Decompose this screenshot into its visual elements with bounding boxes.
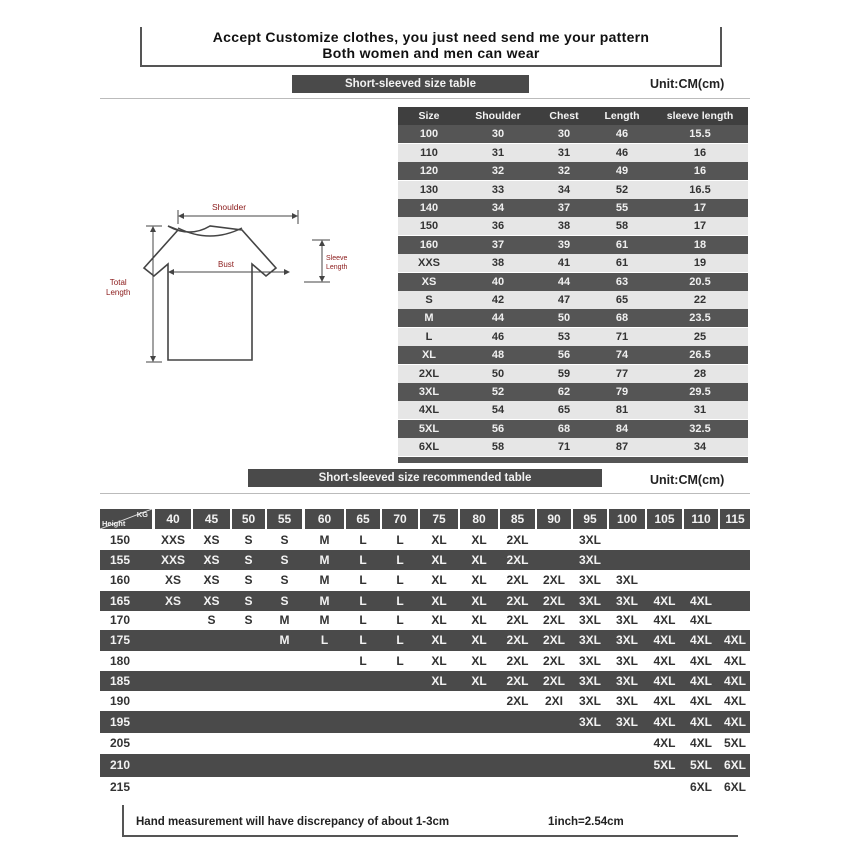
table-cell: 16 xyxy=(693,165,707,178)
size-cell: XXS xyxy=(160,553,185,567)
size-cell: 3XL xyxy=(615,654,638,668)
header-line-1: Accept Customize clothes, you just need send me your pattern xyxy=(212,29,650,45)
table-row xyxy=(100,630,750,651)
size-cell: 6XL xyxy=(723,758,746,772)
weight-header-cell: 40 xyxy=(155,509,191,529)
size-cell: 3XL xyxy=(578,674,601,688)
table-cell: 140 xyxy=(419,202,439,214)
height-cell: 185 xyxy=(109,674,131,688)
size-cell: XL xyxy=(431,573,447,587)
size-cell: 2XL xyxy=(542,633,565,647)
size-cell: 3XL xyxy=(578,654,601,668)
size-cell: M xyxy=(319,533,330,547)
table-cell: 33 xyxy=(491,183,505,196)
table-cell: 47 xyxy=(557,294,571,306)
size-cell: 4XL xyxy=(723,715,746,729)
table-cell: 65 xyxy=(557,404,571,417)
size-cell: XL xyxy=(431,674,447,688)
weight-header-cell: 95 xyxy=(573,509,607,529)
size-cell: 3XL xyxy=(578,694,601,708)
table-cell: 16 xyxy=(693,146,707,159)
table-row xyxy=(398,365,748,383)
table-cell: 6XL xyxy=(418,441,440,454)
size-cell: 4XL xyxy=(689,736,712,750)
size-cell: 3XL xyxy=(578,633,601,647)
size-cell: L xyxy=(359,573,367,587)
table-cell: 39 xyxy=(557,238,571,251)
height-cell: 215 xyxy=(109,780,131,794)
table-cell: 160 xyxy=(419,238,439,251)
height-cell: 170 xyxy=(109,613,131,627)
size-cell: M xyxy=(319,594,330,608)
size-cell: 4XL xyxy=(653,654,676,668)
height-cell: 160 xyxy=(109,573,131,587)
table-row xyxy=(100,691,750,711)
total-label-line-2: Length xyxy=(106,288,131,297)
table-cell: 46 xyxy=(615,146,629,159)
size-cell: M xyxy=(279,633,290,647)
size-cell: S xyxy=(244,553,253,567)
height-cell: 190 xyxy=(109,694,131,708)
size-cell: 4XL xyxy=(653,674,676,688)
table-footer-bar xyxy=(398,457,748,463)
inch-conversion: 1inch=2.54cm xyxy=(548,816,624,828)
recommend-table-unit: Unit:CM(cm) xyxy=(650,473,725,487)
size-cell: L xyxy=(396,573,404,587)
table-cell: 65 xyxy=(615,294,629,306)
size-cell: XS xyxy=(203,533,220,547)
table-row xyxy=(100,754,750,777)
table-cell: 48 xyxy=(491,349,505,362)
height-label: Height xyxy=(102,519,126,528)
table-cell: 15.5 xyxy=(689,128,711,141)
table-cell: 32 xyxy=(491,165,505,178)
table-row xyxy=(100,591,750,611)
table-cell: 18 xyxy=(693,238,707,251)
size-cell: M xyxy=(319,573,330,587)
size-cell: XL xyxy=(431,533,447,547)
size-cell: 2XL xyxy=(542,594,565,608)
size-cell: 3XL xyxy=(615,594,638,608)
height-cell: 175 xyxy=(109,633,131,647)
table-cell: sleeve length xyxy=(666,110,734,122)
table-cell: 31 xyxy=(693,404,707,417)
size-cell: 2XL xyxy=(542,573,565,587)
weight-header-cell: 75 xyxy=(420,509,458,529)
weight-header-cell: 105 xyxy=(647,509,682,529)
size-cell: 4XL xyxy=(723,654,746,668)
size-cell: L xyxy=(359,613,367,627)
table-row xyxy=(100,550,750,570)
weight-header-cell: 60 xyxy=(305,509,344,529)
table-cell: 40 xyxy=(491,275,505,288)
size-cell: L xyxy=(359,594,367,608)
table-cell: 19 xyxy=(693,257,707,270)
size-cell: 5XL xyxy=(723,736,746,750)
table-cell: 23.5 xyxy=(689,312,711,325)
size-cell: 4XL xyxy=(653,715,676,729)
size-cell: L xyxy=(396,654,404,668)
table-cell: 38 xyxy=(557,220,571,233)
size-cell: L xyxy=(396,613,404,627)
size-cell: XL xyxy=(471,674,487,688)
size-cell: L xyxy=(359,654,367,668)
weight-header-cell: 80 xyxy=(460,509,498,529)
table-cell: 34 xyxy=(557,183,571,196)
table-row xyxy=(398,199,748,217)
size-cell: XL xyxy=(431,633,447,647)
size-cell: 4XL xyxy=(723,633,746,647)
kg-label: KG xyxy=(136,510,148,519)
bust-label: Bust xyxy=(218,260,235,269)
height-cell: 195 xyxy=(109,715,131,729)
table-cell: 30 xyxy=(491,128,505,141)
table-cell: 63 xyxy=(615,275,629,288)
size-cell: 2XL xyxy=(542,654,565,668)
size-cell: S xyxy=(280,594,289,608)
size-cell: S xyxy=(280,573,289,587)
weight-header-cell: 55 xyxy=(267,509,302,529)
table-cell: 2XL xyxy=(418,367,440,380)
table-cell: 56 xyxy=(491,422,505,435)
size-cell: L xyxy=(359,633,367,647)
table-row xyxy=(398,401,748,419)
total-label-line-1: Total xyxy=(109,278,127,287)
table-cell: 34 xyxy=(693,441,707,454)
size-cell: XL xyxy=(431,594,447,608)
table-cell: 120 xyxy=(419,165,439,178)
size-cell: S xyxy=(244,573,253,587)
size-cell: L xyxy=(396,594,404,608)
size-cell: 4XL xyxy=(723,694,746,708)
weight-header-cell: 70 xyxy=(382,509,418,529)
size-cell: XL xyxy=(431,613,447,627)
table-cell: 100 xyxy=(419,128,439,141)
table-cell: 58 xyxy=(615,220,629,233)
table-cell: 52 xyxy=(615,183,629,196)
size-cell: M xyxy=(319,553,330,567)
table-cell: 61 xyxy=(615,257,629,270)
size-cell: S xyxy=(244,533,253,547)
table-cell: 37 xyxy=(491,238,505,251)
size-cell: 4XL xyxy=(689,594,712,608)
table-cell: 17 xyxy=(693,202,707,214)
header-line-2: Both women and men can wear xyxy=(322,45,540,61)
size-cell: 2XL xyxy=(506,633,529,647)
table-cell: 68 xyxy=(615,312,629,325)
measurement-note: Hand measurement will have discrepancy of about 1-3cm xyxy=(136,816,450,828)
table-cell: M xyxy=(424,312,434,325)
size-cell: XS xyxy=(203,573,220,587)
table-cell: 77 xyxy=(615,367,629,380)
size-cell: 4XL xyxy=(653,594,676,608)
table-row xyxy=(100,611,750,630)
size-cell: 4XL xyxy=(653,633,676,647)
table-cell: 110 xyxy=(420,146,438,159)
size-cell: L xyxy=(396,553,404,567)
table-cell: S xyxy=(425,294,433,306)
table-cell: 44 xyxy=(491,312,505,325)
size-cell: M xyxy=(279,613,290,627)
table-cell: 41 xyxy=(557,257,571,270)
size-cell: S xyxy=(244,613,253,627)
sleeve-length-label xyxy=(326,254,347,272)
size-cell: 3XL xyxy=(578,533,601,547)
size-cell: 2XL xyxy=(506,694,529,708)
table-row xyxy=(398,291,748,309)
table-row xyxy=(398,254,748,272)
table-cell: 16.5 xyxy=(689,183,711,196)
size-cell: 4XL xyxy=(653,613,676,627)
table-cell: 42 xyxy=(491,294,505,306)
height-cell: 180 xyxy=(109,654,131,668)
size-cell: 4XL xyxy=(653,694,676,708)
size-cell: L xyxy=(320,633,329,647)
height-cell: 150 xyxy=(109,533,131,547)
table-cell: 50 xyxy=(557,312,571,325)
table-cell: 3XL xyxy=(418,386,440,398)
size-cell: 5XL xyxy=(653,758,676,772)
table-cell: 46 xyxy=(615,128,629,141)
size-cell: 3XL xyxy=(578,715,601,729)
table-cell: 59 xyxy=(557,367,571,380)
table-cell: 58 xyxy=(491,441,505,454)
size-cell: 2XL xyxy=(506,594,529,608)
table-cell: 50 xyxy=(491,367,505,380)
weight-header-cell: 100 xyxy=(609,509,645,529)
table-row xyxy=(100,777,750,797)
table-cell: 29.5 xyxy=(689,386,711,398)
table-cell: Length xyxy=(604,110,640,122)
table-cell: XS xyxy=(421,275,437,288)
table-cell: 30 xyxy=(557,128,571,141)
table-row xyxy=(398,162,748,180)
height-cell: 205 xyxy=(109,736,131,750)
table-cell: 32 xyxy=(557,165,571,178)
size-cell: 4XL xyxy=(723,674,746,688)
size-cell: 4XL xyxy=(653,736,676,750)
size-cell: 2XL xyxy=(506,553,529,567)
table-row xyxy=(398,125,748,143)
size-cell: L xyxy=(396,533,404,547)
size-cell: 2XL xyxy=(506,674,529,688)
table-cell: 87 xyxy=(615,441,629,454)
table-cell: 17 xyxy=(693,220,707,233)
size-cell: 3XL xyxy=(578,573,601,587)
divider xyxy=(100,98,750,99)
weight-header-cell: 45 xyxy=(193,509,230,529)
table-cell: 84 xyxy=(615,422,629,435)
table-cell: 74 xyxy=(615,349,629,362)
size-cell: XL xyxy=(471,613,487,627)
table-row xyxy=(398,420,748,438)
size-table-title: Short-sleeved size table xyxy=(292,75,529,93)
size-cell: S xyxy=(207,613,216,627)
sleeve-label-line-2: Length xyxy=(326,264,348,271)
size-cell: XS xyxy=(164,594,181,608)
table-cell: 37 xyxy=(557,202,571,214)
table-row xyxy=(398,144,748,162)
table-cell: 28 xyxy=(693,367,707,380)
table-cell: 130 xyxy=(419,183,439,196)
size-cell: L xyxy=(359,533,367,547)
size-cell: 3XL xyxy=(578,594,601,608)
size-cell: 2XL xyxy=(542,613,565,627)
size-cell: 4XL xyxy=(689,654,712,668)
table-cell: 5XL xyxy=(418,422,440,435)
size-cell: S xyxy=(244,594,253,608)
shoulder-label: Shoulder xyxy=(212,202,247,212)
table-cell: 46 xyxy=(491,330,505,343)
height-cell: 165 xyxy=(109,594,131,608)
size-cell: 2XL xyxy=(506,573,529,587)
weight-header-cell: 85 xyxy=(500,509,535,529)
table-cell: 31 xyxy=(557,146,571,159)
height-cell: 210 xyxy=(109,758,131,772)
size-cell: XS xyxy=(203,594,220,608)
table-row xyxy=(398,309,748,327)
size-cell: 4XL xyxy=(689,674,712,688)
size-cell: 4XL xyxy=(689,613,712,627)
table-cell: 54 xyxy=(491,404,505,417)
table-cell: L xyxy=(425,330,433,343)
size-cell: 3XL xyxy=(615,613,638,627)
size-cell: 3XL xyxy=(615,715,638,729)
size-cell: XL xyxy=(471,594,487,608)
table-header-row xyxy=(398,107,748,125)
table-cell: 62 xyxy=(557,386,571,398)
table-row xyxy=(100,530,750,550)
size-table-unit: Unit:CM(cm) xyxy=(650,77,725,91)
size-cell: 3XL xyxy=(615,573,638,587)
size-cell: XS xyxy=(164,573,181,587)
size-cell: 6XL xyxy=(689,780,712,794)
table-cell: 68 xyxy=(557,422,571,435)
table-cell: Chest xyxy=(549,110,579,122)
sleeve-label-line-1: Sleeve xyxy=(326,255,348,262)
size-cell: 3XL xyxy=(578,553,601,567)
size-cell: XXS xyxy=(160,533,185,547)
table-row xyxy=(398,217,748,235)
size-cell: 2XL xyxy=(506,613,529,627)
size-cell: L xyxy=(396,633,404,647)
size-cell: XL xyxy=(471,533,487,547)
size-cell: 2XL xyxy=(506,654,529,668)
table-row xyxy=(100,733,750,754)
table-cell: 26.5 xyxy=(689,349,711,362)
table-cell: Shoulder xyxy=(475,110,521,122)
size-cell: 2XL xyxy=(506,533,529,547)
table-cell: 36 xyxy=(491,220,505,233)
size-cell: 3XL xyxy=(615,674,638,688)
size-cell: 6XL xyxy=(723,780,746,794)
table-cell: 56 xyxy=(557,349,571,362)
weight-header-cell: 110 xyxy=(684,509,718,529)
table-row xyxy=(398,328,748,346)
table-cell: 38 xyxy=(491,257,505,270)
table-cell: 52 xyxy=(491,386,505,398)
header-box xyxy=(140,27,722,67)
size-cell: 3XL xyxy=(615,633,638,647)
size-cell: 4XL xyxy=(689,715,712,729)
table-row xyxy=(100,651,750,671)
weight-header-cell: 50 xyxy=(232,509,265,529)
size-cell: S xyxy=(280,553,289,567)
size-cell: 5XL xyxy=(689,758,712,772)
table-cell: 4XL xyxy=(418,404,440,417)
table-cell: 150 xyxy=(419,220,439,233)
weight-header-cell: 90 xyxy=(537,509,571,529)
size-cell: XL xyxy=(471,654,487,668)
table-cell: 71 xyxy=(615,330,629,343)
table-corner-cell xyxy=(100,509,152,529)
size-cell: XL xyxy=(471,573,487,587)
table-row xyxy=(398,181,748,199)
table-cell: 22 xyxy=(693,294,707,306)
table-cell: 44 xyxy=(557,275,571,288)
table-cell: 79 xyxy=(615,386,629,398)
weight-header-cell: 65 xyxy=(346,509,380,529)
table-cell: XXS xyxy=(417,257,440,270)
divider xyxy=(100,493,750,494)
size-cell: XL xyxy=(431,553,447,567)
table-row xyxy=(398,383,748,401)
size-cell: 3XL xyxy=(578,613,601,627)
table-cell: Size xyxy=(418,110,440,122)
size-cell: 4XL xyxy=(689,694,712,708)
size-cell: L xyxy=(359,553,367,567)
table-cell: 25 xyxy=(693,330,707,343)
table-cell: 34 xyxy=(491,202,505,214)
table-cell: 81 xyxy=(615,404,629,417)
table-cell: 61 xyxy=(615,238,629,251)
size-cell: 2XI xyxy=(544,694,563,708)
total-length-label xyxy=(106,278,130,298)
table-row xyxy=(100,570,750,590)
size-cell: 4XL xyxy=(689,633,712,647)
size-cell: XL xyxy=(431,654,447,668)
size-cell: 2XL xyxy=(542,674,565,688)
table-row xyxy=(398,438,748,456)
size-cell: XL xyxy=(471,553,487,567)
table-cell: 55 xyxy=(615,202,629,214)
recommend-table-title: Short-sleeved size recommended table xyxy=(248,469,602,487)
table-cell: 53 xyxy=(557,330,571,343)
table-cell: 20.5 xyxy=(689,275,711,288)
size-cell: XL xyxy=(471,633,487,647)
table-cell: 49 xyxy=(615,165,629,178)
size-cell: M xyxy=(319,613,330,627)
height-cell: 155 xyxy=(109,553,131,567)
table-row xyxy=(100,671,750,691)
size-cell: XS xyxy=(203,553,220,567)
table-cell: 31 xyxy=(491,146,505,159)
table-cell: XL xyxy=(421,349,437,362)
table-row xyxy=(398,346,748,364)
table-row xyxy=(398,236,748,254)
size-cell: 3XL xyxy=(615,694,638,708)
size-cell: S xyxy=(280,533,289,547)
weight-header-cell: 115 xyxy=(720,509,750,529)
table-cell: 32.5 xyxy=(689,422,711,435)
table-row xyxy=(398,273,748,291)
table-cell: 71 xyxy=(557,441,571,454)
tshirt-diagram xyxy=(100,180,390,380)
table-row xyxy=(100,711,750,733)
